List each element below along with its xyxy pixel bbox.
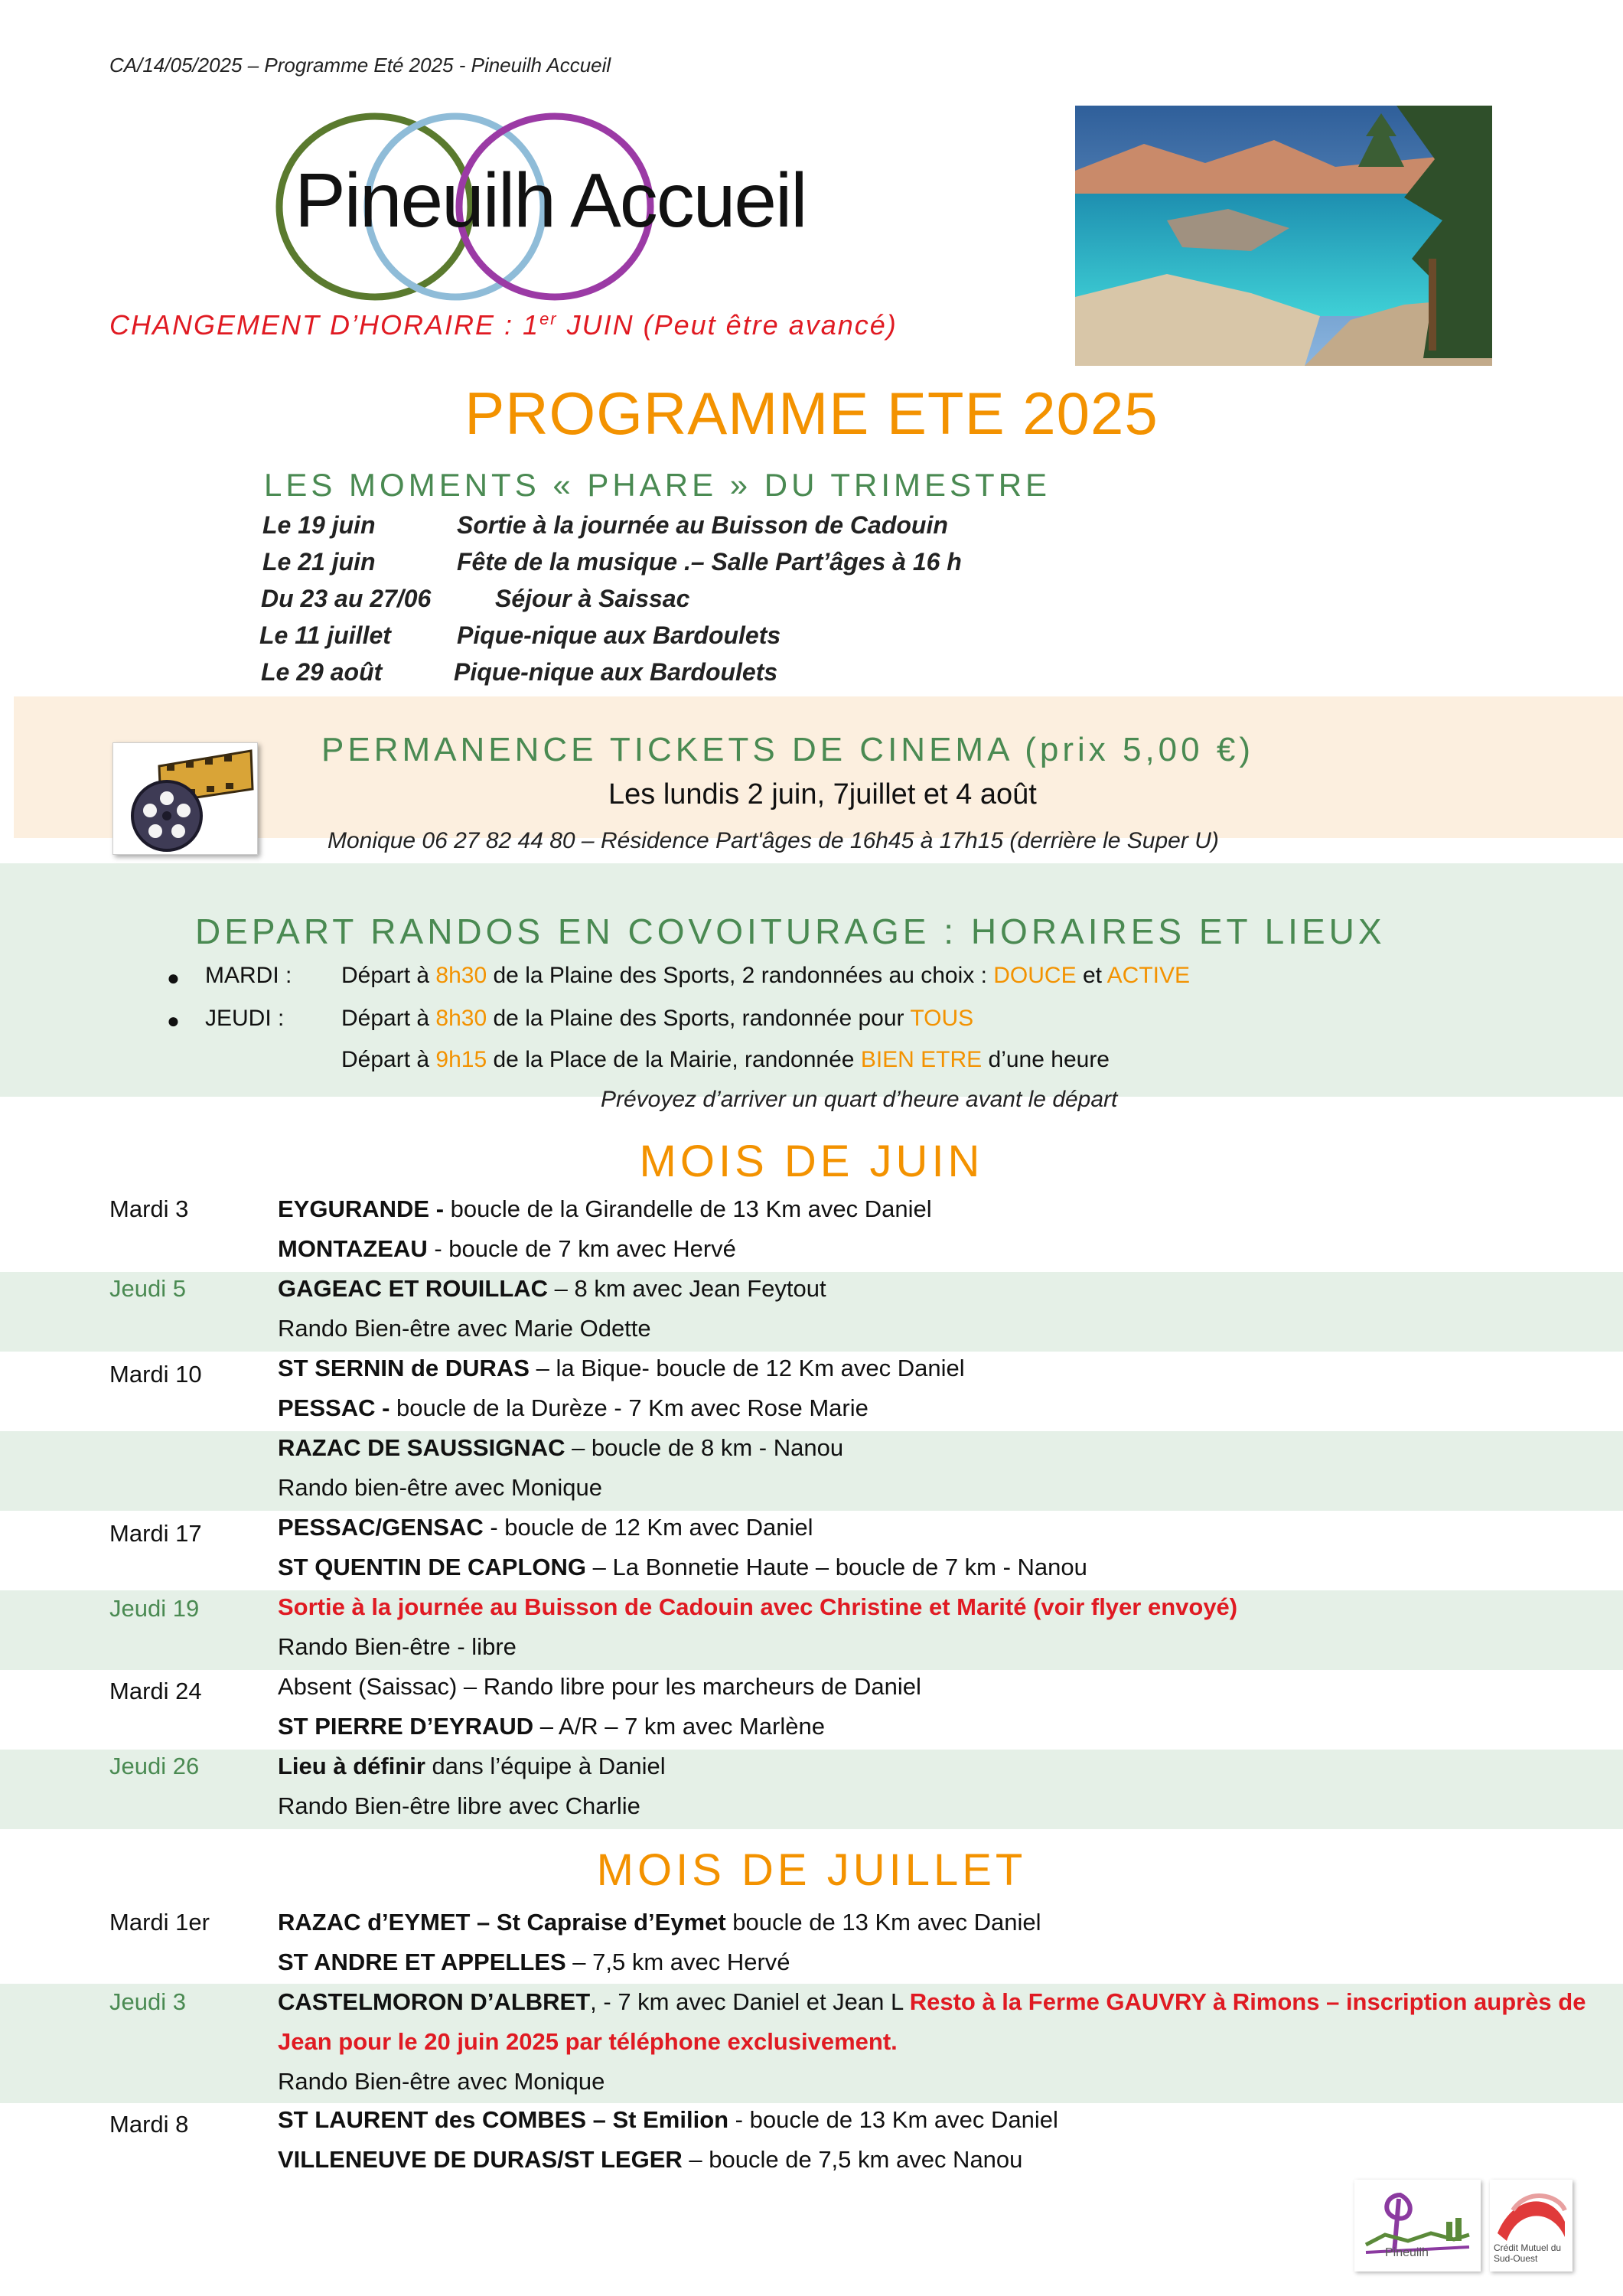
day-label: Jeudi 3 (109, 1988, 186, 2015)
hike-line: CASTELMORON D’ALBRET, - 7 km avec Daniel et Jean L Resto à la Ferme GAUVRY à Rimons – inscription auprès de (278, 1988, 1586, 2015)
hike-line: Rando Bien-être avec Monique (278, 2068, 605, 2095)
document-reference: CA/14/05/2025 – Programme Eté 2025 - Pineuilh Accueil (109, 54, 611, 77)
event-date: Le 19 juin (262, 511, 376, 539)
hike-line: VILLENEUVE DE DURAS/ST LEGER – boucle de 7,5 km avec Nanou (278, 2146, 1023, 2173)
event-date: Le 29 août (261, 658, 383, 686)
jeudi-departure-1: Départ à 8h30 de la Plaine des Sports, randonnée pour TOUS (341, 1006, 974, 1031)
jeudi-label: JEUDI : (205, 1006, 285, 1031)
hike-line: EYGURANDE - boucle de la Girandelle de 13 Km avec Daniel (278, 1195, 932, 1222)
day-label: Mardi 24 (109, 1678, 202, 1704)
hike-line: Rando Bien-être libre avec Charlie (278, 1792, 640, 1819)
hike-line: Absent (Saissac) – Rando libre pour les marcheurs de Daniel (278, 1673, 921, 1700)
day-label: Jeudi 26 (109, 1753, 200, 1779)
hike-line: Rando Bien-être - libre (278, 1633, 517, 1660)
jeudi-departure-2: Départ à 9h15 de la Place de la Mairie, randonnée BIEN ETRE d’une heure (341, 1047, 1110, 1072)
cinema-contact: Monique 06 27 82 44 80 – Résidence Part'âges de 16h45 à 17h15 (derrière le Super U) (328, 828, 1219, 853)
hike-line: MONTAZEAU - boucle de 7 km avec Hervé (278, 1235, 736, 1262)
hike-line: ST QUENTIN DE CAPLONG – La Bonnetie Haute – boucle de 7 km - Nanou (278, 1554, 1087, 1580)
hike-line: ST PIERRE D’EYRAUD – A/R – 7 km avec Marlène (278, 1713, 825, 1740)
hike-line: PESSAC - boucle de la Durèze - 7 Km avec Rose Marie (278, 1394, 869, 1421)
footer-logo-text: Pineuilh (1385, 2246, 1429, 2259)
schedule-change-notice: CHANGEMENT D’HORAIRE : 1er JUIN (Peut être avancé) (109, 309, 898, 341)
hike-line: ST LAURENT des COMBES – St Emilion - boucle de 13 Km avec Daniel (278, 2106, 1058, 2133)
event-text: Pique-nique aux Bardoulets (454, 658, 778, 686)
mardi-label: MARDI : (205, 963, 292, 988)
event-text: Pique-nique aux Bardoulets (457, 621, 781, 649)
hike-line: PESSAC/GENSAC - boucle de 12 Km avec Daniel (278, 1514, 813, 1541)
day-label: Mardi 10 (109, 1361, 202, 1388)
day-label: Mardi 1er (109, 1909, 210, 1936)
event-text: Sortie à la journée au Buisson de Cadouin (457, 511, 948, 539)
day-label: Mardi 8 (109, 2111, 189, 2138)
day-label: Mardi 17 (109, 1520, 202, 1547)
hike-line: Rando Bien-être avec Marie Odette (278, 1315, 651, 1342)
day-label: Jeudi 19 (109, 1595, 200, 1622)
film-reel-icon (112, 742, 258, 855)
cinema-dates: Les lundis 2 juin, 7juillet et 4 août (608, 778, 1037, 810)
arrival-note: Prévoyez d’arriver un quart d’heure avant le départ (601, 1087, 1118, 1112)
bullet-icon: ● (167, 966, 180, 990)
hike-line: RAZAC DE SAUSSIGNAC – boucle de 8 km - Nanou (278, 1434, 844, 1461)
hike-line: RAZAC d’EYMET – St Capraise d’Eymet boucle de 13 Km avec Daniel (278, 1909, 1041, 1936)
hike-line: ST ANDRE ET APPELLES – 7,5 km avec Hervé (278, 1949, 790, 1975)
logo-text: Pineuilh Accueil (295, 158, 807, 243)
day-label: Jeudi 5 (109, 1275, 186, 1302)
hike-line: ST SERNIN de DURAS – la Bique- boucle de 12 Km avec Daniel (278, 1355, 965, 1381)
randos-section-title: DEPART RANDOS EN COVOITURAGE : HORAIRES ET LIEUX (195, 912, 1386, 951)
bullet-icon: ● (167, 1009, 180, 1032)
hike-line-highlight: Jean pour le 20 juin 2025 par téléphone exclusivement. (278, 2028, 898, 2055)
event-date: Du 23 au 27/06 (261, 585, 432, 612)
event-text: Fête de la musique .– Salle Part’âges à 16 h (457, 548, 962, 576)
event-date: Le 21 juin (262, 548, 376, 576)
page-title: PROGRAMME ETE 2025 (464, 380, 1159, 447)
day-label: Mardi 3 (109, 1195, 189, 1222)
phare-section-title: LES MOMENTS « PHARE » DU TRIMESTRE (264, 467, 1051, 503)
event-date: Le 11 juillet (259, 621, 391, 649)
hike-line: GAGEAC ET ROUILLAC – 8 km avec Jean Feytout (278, 1275, 826, 1302)
cinema-section-title: PERMANENCE TICKETS DE CINEMA (prix 5,00 €) (321, 731, 1254, 768)
mardi-departure: Départ à 8h30 de la Plaine des Sports, 2 randonnées au choix : DOUCE et ACTIVE (341, 963, 1191, 988)
june-title: MOIS DE JUIN (639, 1137, 984, 1186)
hike-line-highlight: Sortie à la journée au Buisson de Cadouin avec Christine et Marité (voir flyer envoyé) (278, 1593, 1238, 1620)
hike-line: Lieu à définir dans l’équipe à Daniel (278, 1753, 666, 1779)
row-band (0, 1750, 1623, 1829)
hike-line: Rando bien-être avec Monique (278, 1474, 602, 1501)
july-title: MOIS DE JUILLET (596, 1845, 1027, 1895)
credit-mutuel-text: Crédit Mutuel du Sud-Ouest (1494, 2242, 1562, 2264)
event-text: Séjour à Saissac (495, 585, 690, 612)
lake-landscape-photo (1075, 106, 1492, 366)
